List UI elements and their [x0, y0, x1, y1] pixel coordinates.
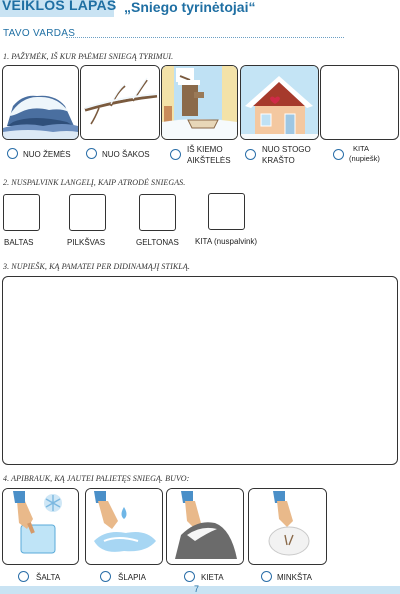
name-label: TAVO VARDAS [3, 28, 76, 39]
color-box-white[interactable] [3, 194, 40, 231]
question-1: 1. PAŽYMĖK, IŠ KUR PAĖMEI SNIEGĄ TYRIMUI. [3, 52, 174, 61]
page-number: 7 [194, 584, 200, 594]
radio-hard[interactable] [184, 571, 195, 582]
color-box-other[interactable] [208, 193, 245, 230]
radio-from-ground[interactable] [7, 148, 18, 159]
radio-cold[interactable] [18, 571, 29, 582]
radio-soft[interactable] [261, 571, 272, 582]
branch-snow-picture [80, 65, 160, 140]
question-4: 4. APIBRAUK, KĄ JAUTEI PALIETĘS SNIEGĄ. BUVO: [3, 474, 190, 483]
color-label-grayish: PILKŠVAS [67, 238, 106, 247]
option-hard: KIETA [201, 573, 224, 582]
question-3: 3. NUPIEŠK, KĄ PAMATEI PER DIDINAMĄJĮ STIKLĄ. [3, 262, 190, 271]
radio-other[interactable] [333, 149, 344, 160]
color-box-grayish[interactable] [69, 194, 106, 231]
option-other-line2: (nupiešk) [349, 154, 380, 163]
hard-picture [166, 488, 244, 565]
soft-picture [248, 488, 327, 565]
radio-from-yard[interactable] [170, 149, 181, 160]
wet-picture [85, 488, 163, 565]
option-from-roof-line1: NUO STOGO [262, 145, 311, 154]
radio-from-roof[interactable] [245, 149, 256, 160]
option-wet: ŠLAPIA [118, 573, 147, 582]
option-from-yard-line1: IŠ KIEMO [187, 145, 223, 154]
option-from-roof-line2: KRAŠTO [262, 156, 295, 165]
color-label-yellow: GELTONAS [136, 238, 179, 247]
yard-snow-picture [161, 65, 238, 140]
ground-snow-picture [2, 65, 79, 140]
option-from-branch: NUO ŠAKOS [102, 150, 150, 159]
question-2: 2. NUSPALVINK LANGELĮ, KAIP ATRODĖ SNIEGAS. [3, 178, 186, 187]
option-from-ground: NUO ŽEMĖS [23, 150, 71, 159]
color-label-white: BALTAS [4, 238, 34, 247]
roof-snow-picture [240, 65, 319, 140]
name-input-line[interactable] [66, 37, 344, 38]
worksheet-title: „Sniego tyrinėtojai“ [124, 0, 256, 15]
option-cold: ŠALTA [36, 573, 61, 582]
color-box-yellow[interactable] [139, 194, 176, 231]
other-drawing-box[interactable] [320, 65, 399, 140]
radio-from-branch[interactable] [86, 148, 97, 159]
option-from-yard-line2: AIKŠTELĖS [187, 156, 231, 165]
option-soft: MINKŠTA [277, 573, 312, 582]
color-label-other: KITA (nuspalvink) [195, 237, 258, 246]
magnifier-drawing-area[interactable] [2, 276, 398, 465]
cold-picture [2, 488, 79, 565]
option-other-line1: KITA [352, 144, 370, 153]
radio-wet[interactable] [100, 571, 111, 582]
footer-bar [0, 586, 400, 594]
worksheet-label: VEIKLOS LAPAS [2, 0, 117, 13]
